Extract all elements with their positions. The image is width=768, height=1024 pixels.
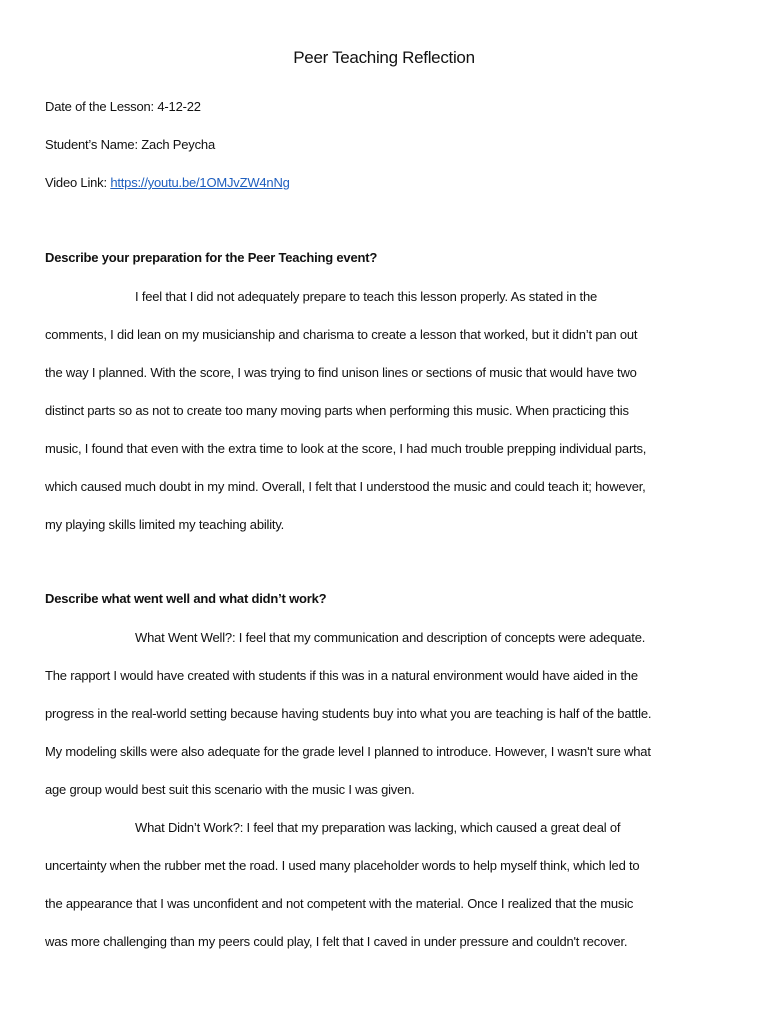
student-name-line bbox=[45, 136, 215, 154]
video-link[interactable]: https://youtu.be/1OMJvZW4nNg bbox=[110, 175, 290, 190]
student-name-label: Student’s Name: bbox=[45, 137, 138, 152]
paragraph-line: What Didn’t Work?: I feel that my preparation was lacking, which caused a great deal of bbox=[135, 820, 621, 835]
paragraph-line: music, I found that even with the extra time to look at the score, I had much trouble prepping individual parts, bbox=[45, 441, 647, 456]
paragraph-line: distinct parts so as not to create too many moving parts when performing this music. When practicing this bbox=[45, 403, 629, 418]
lesson-date-line bbox=[45, 98, 201, 116]
video-link-line bbox=[45, 174, 290, 192]
student-name-value: Zach Peycha bbox=[141, 137, 215, 152]
question-preparation: Describe your preparation for the Peer Teaching event? bbox=[45, 250, 378, 265]
video-link-label: Video Link: bbox=[45, 175, 107, 190]
paragraph-line: What Went Well?: I feel that my communication and description of concepts were adequate. bbox=[135, 630, 646, 645]
paragraph-preparation bbox=[45, 288, 725, 554]
paragraph-line: which caused much doubt in my mind. Overall, I felt that I understood the music and could teach it; however, bbox=[45, 479, 646, 494]
paragraph-line: was more challenging than my peers could play, I felt that I caved in under pressure and couldn't recover. bbox=[45, 934, 628, 949]
paragraph-line: age group would best suit this scenario with the music I was given. bbox=[45, 782, 415, 797]
paragraph-line: I feel that I did not adequately prepare to teach this lesson properly. As stated in the bbox=[135, 289, 598, 304]
paragraph-line: comments, I did lean on my musicianship and charisma to create a lesson that worked, but it didn’t pan out bbox=[45, 327, 638, 342]
paragraph-what-didnt-work bbox=[45, 819, 725, 971]
paragraph-line: the appearance that I was unconfident and not competent with the material. Once I realized that the music bbox=[45, 896, 634, 911]
question-went-well: Describe what went well and what didn’t work? bbox=[45, 591, 327, 606]
paragraph-what-went-well bbox=[45, 629, 725, 819]
lesson-date-value: 4-12-22 bbox=[157, 99, 201, 114]
document-title: Peer Teaching Reflection bbox=[293, 48, 475, 67]
paragraph-line: progress in the real-world setting because having students buy into what you are teaching is half of the battle. bbox=[45, 706, 652, 721]
paragraph-line: uncertainty when the rubber met the road. I used many placeholder words to help myself think, which led to bbox=[45, 858, 640, 873]
paragraph-line: My modeling skills were also adequate for the grade level I planned to introduce. However, I wasn't sure what bbox=[45, 744, 651, 759]
paragraph-line: my playing skills limited my teaching ability. bbox=[45, 517, 285, 532]
paragraph-line: The rapport I would have created with students if this was in a natural environment would have aided in the bbox=[45, 668, 638, 683]
paragraph-line: the way I planned. With the score, I was trying to find unison lines or sections of music that would have two bbox=[45, 365, 637, 380]
lesson-date-label: Date of the Lesson: bbox=[45, 99, 154, 114]
